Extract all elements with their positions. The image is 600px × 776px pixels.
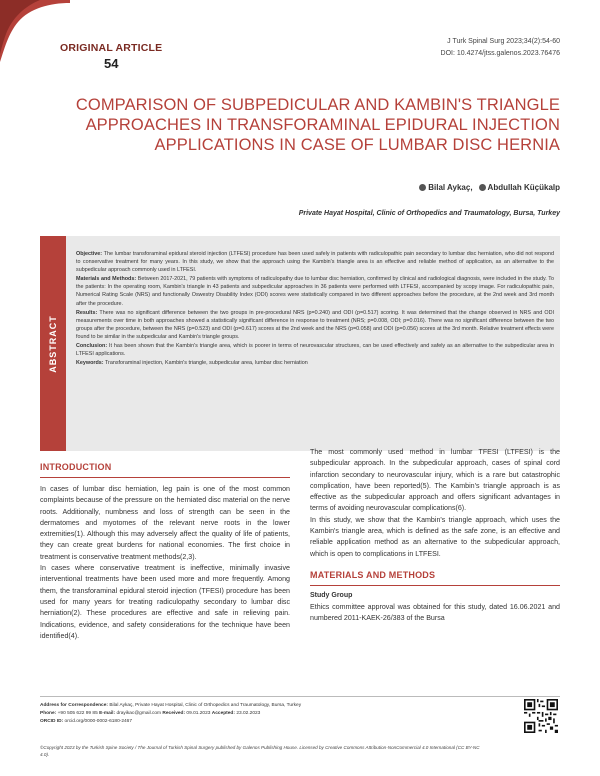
title-line: APPROACHES IN TRANSFORAMINAL EPIDURAL INJECTION — [85, 116, 560, 134]
subheading-study-group: Study Group — [310, 591, 353, 599]
corner-decoration — [0, 0, 70, 80]
qr-code-icon — [524, 699, 558, 733]
paragraph: In cases of lumbar disc herniation, leg pain is one of the most common complaints because of the pressure on the herniated disc material on the nerve roots. Additionally, numbness and loss of strength can be seen in the dermatomes and myotomes of the relevant nerve roots in the lower extremities(1). Although this may adversely affect the quality of life of patients, they can create great burdens for national economies. The first choice in treatment is conservative treatment methods(2,3). — [40, 485, 290, 561]
article-title — [70, 95, 560, 155]
footer-divider — [40, 696, 560, 697]
title-line: APPLICATIONS IN CASE OF LUMBAR DISC HERNIA — [154, 136, 560, 154]
abstract-label: ABSTRACT — [48, 315, 58, 373]
abstract-text — [76, 250, 554, 368]
paragraph: In this study, we show that the Kambin's triangle approach, which uses the Kambin's triangle area, which is defined as the safe zone, is an effective and reliable application method as an alternative to the subpedicular approach, which is open to complications in LTFESI. — [310, 515, 560, 558]
author[interactable]: Bilal Aykaç, — [419, 183, 472, 192]
author[interactable]: Abdullah Küçükalp — [479, 183, 560, 192]
abstract-objective: Objective: The lumbar transforaminal epidural steroid injection (LTFESI) procedure has been used safely in patients with radiculopathic pain secondary to lumbar disc herniation, who did not respond to conservative treatment for many years. In this study, we show that the approach using the Kambin's triangle area is an effective and reliable method of application, as an alternative to the subpedicular approach commonly used in LTFESI. — [76, 251, 554, 274]
author-list — [419, 183, 560, 192]
abstract-methods: Materials and Methods: Between 2017-2021, 79 patients with symptoms of radiculopathy due to lumbar disc herniation, confirmed by clinical and radiological diagnosis, were included in the study. To the patients: In the operating room, Kambin's triangle in 43 patients and subpedicular approaches in 36 patients were performed with LTFESI, accompanied by scopy image. For radiculopathic pain, Numerical Rating Scale (NRS) and functionally Oswestry Disability Index (ODI) scores were statistically compared in two different approaches before the procedure, at the 2nd week and 3rd month after the procedure. — [76, 276, 554, 307]
journal-citation: J Turk Spinal Surg 2023;34(2):54-60 — [447, 38, 560, 45]
journal-info — [441, 36, 560, 60]
title-line: COMPARISON OF SUBPEDICULAR AND KAMBIN'S TRIANGLE — [75, 96, 560, 114]
section-heading-materials-methods: MATERIALS AND METHODS — [310, 570, 560, 586]
copyright-notice: ©Copyright 2023 by the Turkish Spine Society / The Journal of Turkish Spinal Surgery published by Galenos Publishing House. Licensed by Creative Commons Attribution-NonCommercial 4.0 International (CC BY-NC 4.0). — [40, 745, 480, 757]
page-number: 54 — [104, 56, 119, 71]
section-heading-introduction: INTRODUCTION — [40, 462, 290, 478]
orcid-link[interactable]: orcid.org/0000-0002-6180-2467 — [64, 719, 133, 725]
email-link[interactable]: drayikac@gmail.com — [116, 711, 162, 717]
abstract-results: Results: There was no significant difference between the two groups in pre-procedural NRS (p=0.240) and ODI (p=0.517) scoring. It was determined that the change observed in NRS and ODI measurements over time in both approaches showed a statistically significant difference in response to treatment (NRS; p=0.008, ODI; p=0.016). There was no significant difference between the two groups after the procedure, between the NRS (p=0.523) and ODI (p=0.617) scores at the 2nd week and the NRS (p=0.058) and ODI (p=0.056) scores at the 3rd month. Relative treatment effects were found to be similar in the subpedicular and Kambin's triangle groups. — [76, 309, 554, 340]
paragraph: In cases where conservative treatment is ineffective, minimally invasive interventional treatments have been used more and more frequently. Among them, the transforaminal epidural steroid injection (TFESI) procedure has been used for many years for treating radiculopathy secondary to lumbar disc herniation(2). These procedures are effective and safe in relieving pain. Indications, evidence, and safety considerations for the technique have been identified(4). — [40, 564, 290, 640]
correspondence-footer: Address for Correspondence: Bilal Aykaç, Private Hayat Hospital, Clinic of Orthopedics and Traumatology, Bursa, Turkey Phone: +90 505 622 99 85 E-mail: drayikac@gmail.com Received: 09.01.2023 Accepted: 23.02.2023 ORCID ID: orcid.org/0000-0002-6180-2467 — [40, 703, 302, 725]
introduction-text — [40, 484, 290, 642]
orcid-icon[interactable] — [419, 184, 426, 191]
doi[interactable]: DOI: 10.4274/jtss.galenos.2023.76476 — [440, 50, 560, 57]
paragraph: The most commonly used method in lumbar TFESI (LTFESI) is the subpedicular approach. In the subpedicular approach, cases of spinal cord infarction secondary to neurovascular injury, which is a rare but catastrophic complication, have been reported(5). The Kambin's triangle approach is as effective as the subpedicular approach and offers significant advantages in terms of avoiding neurovascular complications(6). — [310, 448, 560, 513]
intro-continued-text — [310, 447, 560, 560]
abstract-keywords: Keywords: Transforaminal injection, Kambin's triangle, subpedicular area, lumbar disc herniation — [76, 360, 308, 367]
article-type: ORIGINAL ARTICLE — [60, 42, 163, 54]
orcid-icon[interactable] — [479, 184, 486, 191]
left-column — [40, 462, 290, 642]
right-column — [310, 447, 560, 625]
abstract-tab — [40, 236, 66, 451]
affiliation: Private Hayat Hospital, Clinic of Orthopedics and Traumatology, Bursa, Turkey — [298, 210, 560, 217]
abstract-conclusion: Conclusion: It has been shown that the Kambin's triangle area, which is poorer in terms of neurovascular structures, can be used effectively and safely as an alternative to the subpedicular area in LTFESI applications. — [76, 343, 554, 358]
study-group-text: Ethics committee approval was obtained for this study, dated 16.06.2021 and numbered 2011-KAEK-26/383 of the Bursa — [310, 602, 560, 623]
